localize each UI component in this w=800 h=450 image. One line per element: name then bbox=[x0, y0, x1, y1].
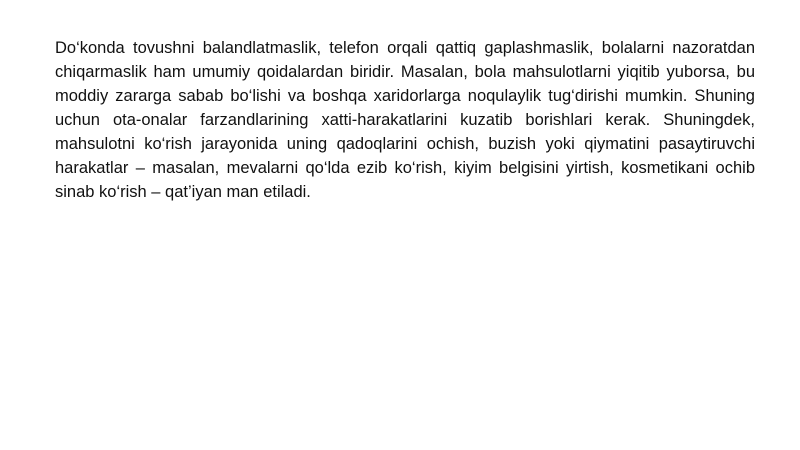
body-paragraph: Do‘konda tovushni balandlatmaslik, telefon orqali qattiq gaplashmaslik, bolalarni nazoratdan chiqarmaslik ham umumiy qoidalardan biridir. Masalan, bola mahsulotlarni yiqitib yuborsa, bu moddiy zararga sabab bo‘lishi va boshqa xaridorlarga noqulaylik tug‘dirishi mumkin. Shuning uchun ota-onalar farzandlarining xatti-harakatlarini kuzatib borishlari kerak. Shuningdek, mahsulotni ko‘rish jarayonida uning qadoqlarini ochish, buzish yoki qiymatini pasaytiruvchi harakatlar – masalan, mevalarni qo‘lda ezib ko‘rish, kiyim belgisini yirtish, kosmetikani ochib sinab ko‘rish – qat’iyan man etiladi. bbox=[55, 39, 755, 201]
